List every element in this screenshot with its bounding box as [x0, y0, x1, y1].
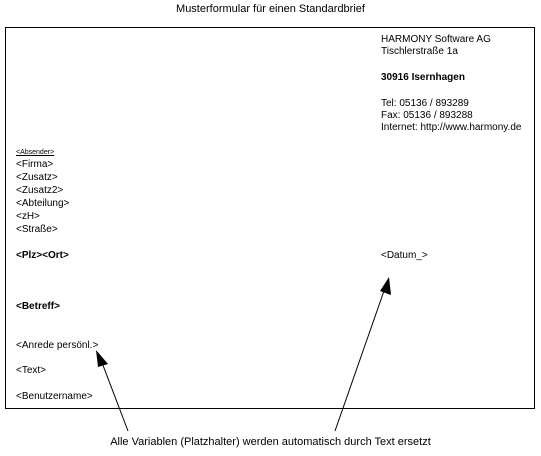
caption: Alle Variablen (Platzhalter) werden automatisch durch Text ersetzt [110, 436, 431, 448]
placeholder-zusatz2: <Zusatz2> [16, 185, 64, 196]
placeholder-plz-ort: <Plz><Ort> [16, 250, 69, 261]
placeholder-firma: <Firma> [16, 159, 54, 170]
company-internet: Internet: http://www.harmony.de [381, 122, 522, 133]
arrow-line-left [101, 360, 128, 431]
placeholder-betreff: <Betreff> [16, 301, 60, 312]
placeholder-benutzername: <Benutzername> [16, 391, 93, 402]
placeholder-datum: <Datum_> [381, 250, 428, 261]
page-title: Musterformular für einen Standardbrief [176, 3, 365, 15]
arrow-head-right [380, 277, 391, 295]
placeholder-zusatz: <Zusatz> [16, 172, 58, 183]
company-city: 30916 Isernhagen [381, 72, 465, 83]
placeholder-text: <Text> [16, 365, 47, 376]
arrow-head-left [96, 350, 108, 367]
company-street: Tischlerstraße 1a [381, 46, 458, 57]
placeholder-zh: <zH> [16, 211, 40, 222]
company-tel: Tel: 05136 / 893289 [381, 98, 469, 109]
company-fax: Fax: 05136 / 893288 [381, 110, 473, 121]
placeholder-abteilung: <Abteilung> [16, 198, 70, 209]
company-name: HARMONY Software AG [381, 34, 491, 45]
arrow-line-right [335, 288, 385, 431]
placeholder-strasse: <Straße> [16, 224, 58, 235]
placeholder-anrede: <Anrede persönl.> [16, 340, 99, 351]
absender-label: <Absender> [16, 149, 55, 156]
